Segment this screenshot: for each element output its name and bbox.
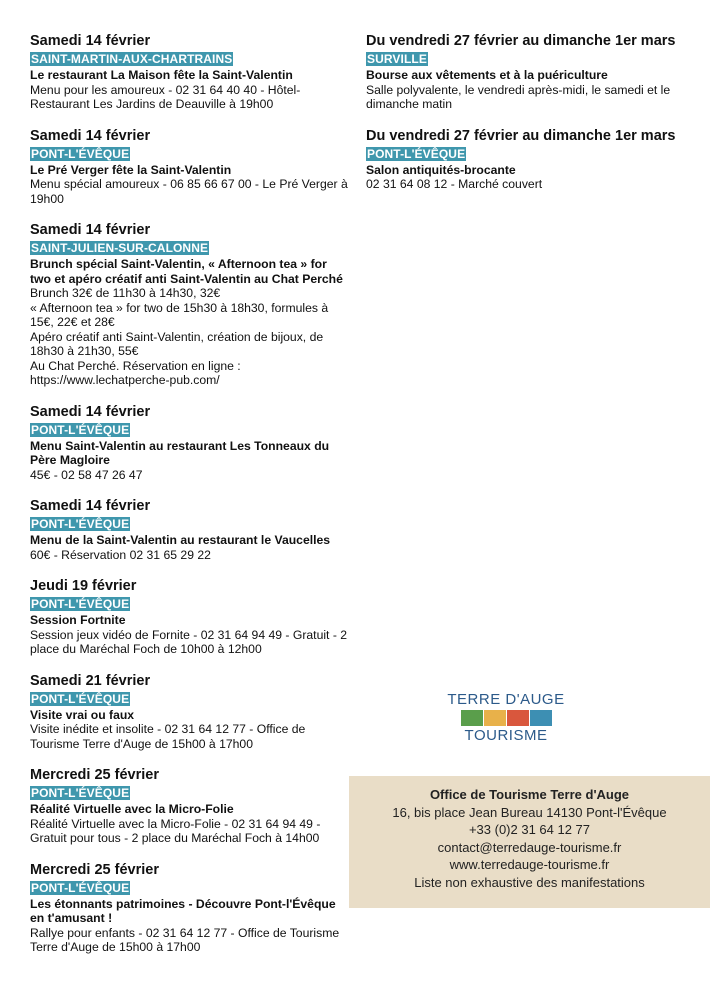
right-column (366, 33, 706, 208)
event-date: Du vendredi 27 février au dimanche 1er mars (366, 127, 676, 144)
event-description (366, 177, 706, 192)
event-item (30, 767, 348, 846)
event-description-line: Menu pour les amoureux - 02 31 64 40 40 - Hôtel-Restaurant Les Jardins de Deauville à 19h00 (30, 82, 301, 111)
event-town-badge: PONT-L'ÉVÊQUE (367, 146, 466, 161)
event-description (30, 83, 348, 112)
event-title: Réalité Virtuelle avec la Micro-Folie (30, 802, 234, 816)
event-description (30, 926, 348, 955)
event-item (30, 578, 348, 657)
event-town-badge: SAINT-MARTIN-AUX-CHARTRAINS (31, 52, 233, 66)
event-date: Samedi 14 février (30, 403, 151, 420)
event-description-line: Visite inédite et insolite - 02 31 64 12 77 - Office de Tourisme Terre d'Auge de 15h00 à 17h00 (30, 722, 306, 751)
event-item (30, 498, 348, 562)
event-date: Samedi 14 février (30, 33, 151, 49)
event-description (30, 548, 348, 563)
logo-top-text: TERRE D'AUGE (447, 691, 565, 708)
event-description (30, 628, 348, 657)
event-date: Du vendredi 27 février au dimanche 1er mars (366, 33, 676, 49)
event-item (30, 673, 348, 752)
logo-bottom-text: TOURISME (464, 727, 548, 744)
event-description-line: Au Chat Perché. Réservation en ligne : https://www.lechatperche-pub.com/ (30, 358, 241, 387)
office-website: www.terredauge-tourisme.fr (449, 857, 610, 872)
office-email: contact@terredauge-tourisme.fr (437, 839, 622, 855)
event-town-badge: SURVILLE (367, 52, 427, 66)
event-item (366, 33, 706, 112)
event-title: Menu Saint-Valentin au restaurant Les Tonneaux du Père Magloire (30, 438, 330, 467)
event-item (30, 404, 348, 483)
event-description-line: Brunch 32€ de 11h30 à 14h30, 32€ (30, 286, 221, 300)
event-item (30, 862, 348, 955)
office-info-box (349, 776, 710, 908)
terre-dauge-logo (446, 692, 566, 762)
event-description-line: 60€ - Réservation 02 31 65 29 22 (30, 547, 211, 562)
logo-tile-yellow (484, 710, 506, 726)
event-date: Mercredi 25 février (30, 767, 159, 783)
office-name: Office de Tourisme Terre d'Auge (429, 787, 630, 802)
event-description-line: Salle polyvalente, le vendredi après-midi, le samedi et le dimanche matin (366, 82, 671, 111)
event-description (366, 83, 706, 112)
event-town-badge: PONT-L'ÉVÊQUE (31, 422, 130, 437)
event-description-line: 45€ - 02 58 47 26 47 (30, 467, 143, 482)
event-town-badge: PONT-L'ÉVÊQUE (31, 786, 130, 800)
event-description-line: 02 31 64 08 12 - Marché couvert (366, 177, 543, 191)
event-title: Les étonnants patrimoines - Découvre Pont-l'Évêque en t'amusant ! (30, 896, 336, 925)
event-town-badge: PONT-L'ÉVÊQUE (31, 691, 130, 706)
left-column (30, 33, 348, 971)
logo-tile-green (461, 710, 483, 726)
event-title: Le Pré Verger fête la Saint-Valentin (30, 162, 232, 177)
event-description-line: Session jeux vidéo de Fornite - 02 31 64 94 49 - Gratuit - 2 place du Maréchal Foch de 10h00 à 12h00 (30, 627, 348, 656)
event-town-badge: PONT-L'ÉVÊQUE (31, 146, 130, 161)
office-note: Liste non exhaustive des manifestations (414, 874, 645, 890)
logo-tile-red (507, 710, 529, 726)
event-description-line: Menu spécial amoureux - 06 85 66 67 00 - Le Pré Verger à 19h00 (30, 177, 348, 206)
event-title: Brunch spécial Saint-Valentin, « Afternoon tea » for two et apéro créatif anti Saint-Valentin au Chat Perché (30, 257, 343, 286)
event-town-badge: PONT-L'ÉVÊQUE (31, 597, 130, 611)
event-title: Session Fortnite (30, 613, 126, 627)
event-date: Mercredi 25 février (30, 861, 159, 878)
event-title: Bourse aux vêtements et à la puériculture (366, 68, 608, 82)
logo-tile-blue (530, 710, 552, 726)
event-town-badge: PONT-L'ÉVÊQUE (31, 880, 130, 895)
event-description (30, 177, 348, 206)
event-date: Samedi 14 février (30, 498, 151, 514)
event-description (30, 817, 348, 846)
event-description (30, 468, 348, 483)
event-title: Menu de la Saint-Valentin au restaurant le Vaucelles (30, 533, 331, 547)
event-town-badge: PONT-L'ÉVÊQUE (31, 517, 130, 531)
event-description-line: « Afternoon tea » for two de 15h30 à 18h30, formules à 15€, 22€ et 28€ (30, 300, 329, 329)
event-description (30, 286, 348, 388)
event-item (30, 128, 348, 207)
event-title: Salon antiquités-brocante (366, 162, 516, 177)
event-description-line: Apéro créatif anti Saint-Valentin, création de bijoux, de 18h30 à 21h30, 55€ (30, 329, 324, 358)
event-description-line: Réalité Virtuelle avec la Micro-Folie - 02 31 64 94 49 - Gratuit pour tous - 2 place du Maréchal Foch à 14h00 (30, 816, 321, 845)
logo-tiles (446, 710, 566, 726)
event-date: Jeudi 19 février (30, 578, 137, 594)
office-address: 16, bis place Jean Bureau 14130 Pont-l'Évêque (392, 804, 667, 820)
office-phone: +33 (0)2 31 64 12 77 (468, 822, 591, 837)
event-title: Le restaurant La Maison fête la Saint-Valentin (30, 68, 293, 82)
event-town-badge: SAINT-JULIEN-SUR-CALONNE (31, 241, 209, 255)
event-item (30, 222, 348, 388)
event-date: Samedi 14 février (30, 222, 151, 238)
event-item (30, 33, 348, 112)
event-title: Visite vrai ou faux (30, 707, 135, 722)
event-date: Samedi 14 février (30, 127, 151, 144)
event-description-line: Rallye pour enfants - 02 31 64 12 77 - Office de Tourisme Terre d'Auge de 15h00 à 17h00 (30, 925, 340, 954)
event-item (366, 128, 706, 192)
event-description (30, 722, 348, 751)
event-date: Samedi 21 février (30, 672, 151, 689)
